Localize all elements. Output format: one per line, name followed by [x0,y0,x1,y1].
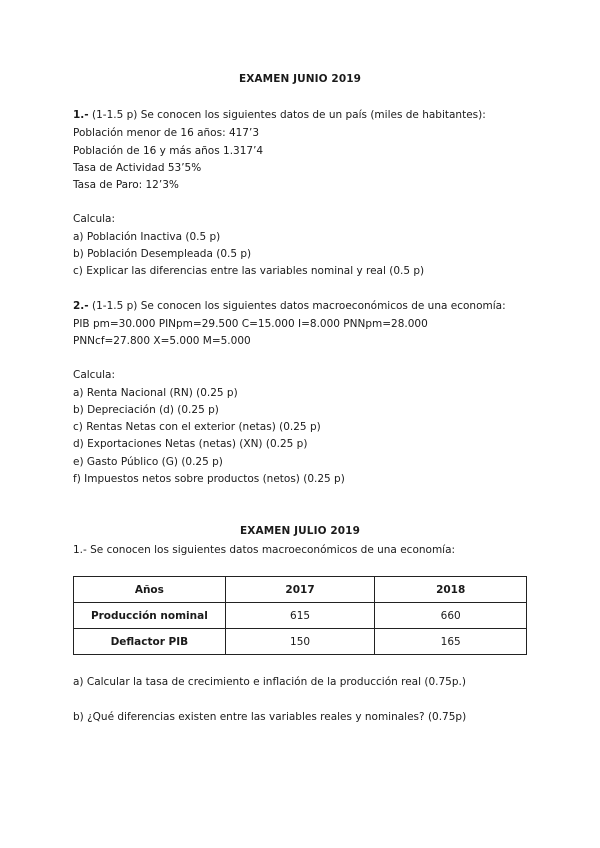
q2-data-line: PNNcf=27.800 X=5.000 M=5.000 [73,335,251,347]
q2-calcula: Calcula: [73,369,115,381]
table-header-cell: Años [74,577,226,603]
q1-intro-line [73,108,486,122]
q2-item: c) Rentas Netas con el exterior (netas) (0.25 p) [73,421,321,433]
exam2-item-b: b) ¿Qué diferencias existen entre las variables reales y nominales? (0.75p) [73,711,467,723]
table-cell: 615 [225,603,375,629]
q2-item: a) Renta Nacional (RN) (0.25 p) [73,387,238,399]
table-cell: 150 [225,629,375,655]
exam2-item-a: a) Calcular la tasa de crecimiento e inflación de la producción real (0.75p.) [73,676,466,688]
q2-item: f) Impuestos netos sobre productos (netos) (0.25 p) [73,473,345,485]
q2-data-line: PIB pm=30.000 PINpm=29.500 C=15.000 I=8.000 PNNpm=28.000 [73,318,428,330]
table-cell: 165 [375,629,527,655]
q1-intro: (1-1.5 p) Se conocen los siguientes datos de un país (miles de habitantes): [92,109,486,121]
data-table [73,576,527,655]
q1-calcula: Calcula: [73,213,115,225]
q1-data-line: Población menor de 16 años: 417’3 [73,127,260,139]
q2-item: d) Exportaciones Netas (netas) (XN) (0.25 p) [73,438,308,450]
q2-item: e) Gasto Público (G) (0.25 p) [73,456,223,468]
table-header-cell: 2017 [225,577,375,603]
table-header-row [74,577,527,603]
exam-junio-title: EXAMEN JUNIO 2019 [238,73,362,85]
q2-number: 2.- [73,300,89,312]
q1-item: a) Población Inactiva (0.5 p) [73,231,221,243]
table-header-cell: 2018 [375,577,527,603]
exam-julio-title: EXAMEN JULIO 2019 [240,525,360,537]
table-row-label: Deflactor PIB [74,629,226,655]
q2-intro-line [73,299,506,313]
q1-data-line: Población de 16 y más años 1.317’4 [73,145,264,157]
q2-item: b) Depreciación (d) (0.25 p) [73,404,219,416]
q1-item: c) Explicar las diferencias entre las variables nominal y real (0.5 p) [73,265,425,277]
table-cell: 660 [375,603,527,629]
table-row-label: Producción nominal [74,603,226,629]
q1-number: 1.- [73,109,89,121]
q2-intro: (1-1.5 p) Se conocen los siguientes datos macroeconómicos de una economía: [92,300,506,312]
exam2-intro: 1.- Se conocen los siguientes datos macroeconómicos de una economía: [73,544,456,556]
table-row [74,603,527,629]
table-row [74,629,527,655]
q1-data-line: Tasa de Actividad 53’5% [73,162,202,174]
q1-data-line: Tasa de Paro: 12’3% [73,179,179,191]
q1-item: b) Población Desempleada (0.5 p) [73,248,252,260]
